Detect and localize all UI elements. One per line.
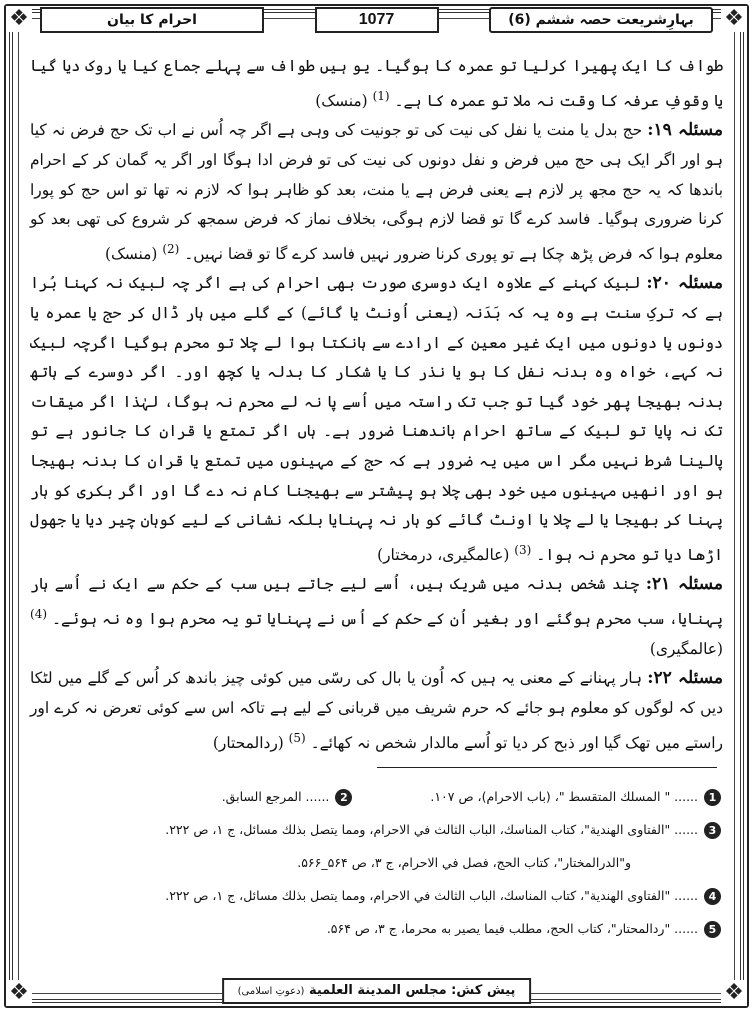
footnote-ref: (4) bbox=[30, 607, 48, 622]
footnote-ref: (3) bbox=[514, 542, 532, 557]
credit-prefix: پیش کش: bbox=[451, 983, 516, 998]
footnote-line-5 bbox=[32, 912, 721, 945]
paragraph-text: لبیک کہنے کے علاوہ ایک دوسری صورت بھی احرام کی ہے اگر چہ لبیک نہ کہنا بُرا ہے کہ ترکِ سنت ہے وہ یہ کہ بَدَنہ (یعنی اُونٹ یا گائے) کے گلے میں ہار ڈال کر حج یا عمرہ یا دونوں یا دونوں میں ایک غیر معین کے ارادے سے ہانکتا ہوا لے چلا تو محرم ہوگیا اگرچہ لبیک نہ کہے، خواہ وہ بدنہ نفل کا ہو یا نذر کا یا شکار کا بدلہ یا کچھ اور۔ اگر دوسرے کے ہاتھ بدنہ بھیجا پھر خود گیا تو جب تک راستہ میں اُسے پا نہ لے محرم نہ ہوگا، لہٰذا اگر میقات تک نہ پایا تو لبیک کے ساتھ احرام باندھنا ضرور ہے۔ ہاں اگر تمتع یا قران کا جانور ہے تو پالینا شرط نہیں مگر اس میں یہ ضرور ہے کہ حج کے مہینوں میں تمتع یا قران کا بدنہ بھیجا ہو اور انھیں مہینوں میں خود بھی چلا ہو پیشتر سے بھیجنا کام نہ دے گا اور اگر بکری کو ہار پہنا کر بھیجا یا لے چلا یا اونٹ گائے کو ہار نہ پہنایا بلکہ نشانی کے لیے کوہان چیر دیا یا جھول اڑھا دیا تو محرم نہ ہوا۔ bbox=[30, 274, 723, 564]
source-citation: (منسک) bbox=[315, 91, 368, 110]
source-citation: (ردالمحتار) bbox=[212, 733, 284, 752]
masala-label: مسئلہ ۱۹: bbox=[647, 120, 723, 141]
footnote-line-1 bbox=[32, 780, 721, 813]
paragraph-text: چند شخص بدنہ میں شریک ہیں، اُسے لیے جاتے ہیں سب کے حکم سے ایک نے اُسے ہار پہنایا، سب محرم ہوگئے اور بغیر اُن کے حکم کے اُس نے پہنایا تو یہ محرم ہوا وہ نہ ہوئے۔ bbox=[30, 575, 723, 629]
footnote-text: ...... "الفتاوی الهندیة"، كتاب المناسك، الباب الثالث في الاحرام، ومما یتصل بذلك مسائل، ج ۱، ص ۲۲۲. bbox=[165, 822, 699, 837]
footnote-number: 5 bbox=[704, 921, 721, 938]
footnote-ref: (1) bbox=[372, 88, 390, 103]
paragraph-text: حج بدل یا منت یا نفل کی نیت کی تو جونیت کی وہی ہے اگر چہ اُس نے اب تک حج فرض نہ کیا ہو اور اگر ایک ہی حج میں فرض و نفل دونوں کی نیت کی تو فرض ادا ہوگا اور اگر یہ گمان کر کے احرام باندھا کہ یہ حج مجھ پر لازم ہے یعنی فرض ہے یا منت، بعد کو ظاہر ہوا کہ لازم نہ تھا تو اس حج کو پورا کرنا ضروری ہوگیا۔ فاسد کرے گا تو قضا لازم ہوگی، بخلاف نماز کہ فرض سمجھ کر شروع کی تھی بعد کو معلوم ہوا کہ فرض پڑھ چکا ہے تو پوری کرنا ضرور نہیں فاسد کرے گا تو قضا نہیں۔ bbox=[30, 121, 723, 263]
footnotes bbox=[32, 780, 721, 945]
corner-ornament-icon: ❖ bbox=[6, 980, 32, 1006]
footnote-line-3-cont bbox=[32, 846, 721, 879]
footnote-number: 3 bbox=[704, 822, 721, 839]
footnote-divider bbox=[377, 767, 717, 768]
footnote-text: ...... المرجع السابق. bbox=[221, 789, 330, 804]
corner-ornament-icon: ❖ bbox=[721, 980, 747, 1006]
publisher-credit bbox=[222, 978, 532, 1004]
footnote-ref: (5) bbox=[288, 730, 306, 745]
source-citation: (منسک) bbox=[105, 244, 158, 263]
footnote-line-3 bbox=[32, 813, 721, 846]
footnote-text: ...... "الفتاوی الهندیة"، كتاب المناسك، الباب الثالث في الاحرام، ومما یتصل بذلك مسائل، ج ۱، ص ۲۲۲. bbox=[165, 888, 699, 903]
corner-ornament-icon: ❖ bbox=[6, 6, 32, 32]
footnote-text: ...... "ردالمحتار"، كتاب الحج، مطلب فیما یصیر به محرما، ج ۳، ص ۵۶۴. bbox=[326, 921, 699, 936]
masala-label: مسئلہ ۲۰: bbox=[646, 273, 723, 294]
footnote-number: 2 bbox=[335, 789, 352, 806]
credit-org: مجلس المدینة العلمیة bbox=[308, 983, 447, 998]
page-number: 1077 bbox=[315, 7, 439, 33]
source-citation: (عالمگیری، درمختار) bbox=[377, 545, 510, 564]
footnote-number: 4 bbox=[704, 888, 721, 905]
chapter-title: احرام کا بیان bbox=[40, 7, 264, 33]
masala-label: مسئلہ ۲۲: bbox=[647, 668, 723, 689]
paragraph-masala-21 bbox=[30, 570, 723, 664]
paragraph-masala-19 bbox=[30, 116, 723, 269]
page-header bbox=[40, 6, 713, 34]
paragraph-text: ہار پہنانے کے معنی یہ ہیں کہ اُون یا بال کی رسّی میں کوئی چیز باندھ کر اُس کے گلے میں لٹکا دیں کہ لوگوں کو معلوم ہو جائے کہ حرم شریف میں قربانی کے لیے ہے تاکہ اس سے کوئی تعرض نہ کرے اور راستے میں تھک گیا اور ذبح کر دیا تو اُسے مالدار شخص نہ کھائے۔ bbox=[30, 669, 723, 752]
paragraph-masala-22 bbox=[30, 664, 723, 758]
paragraph-0 bbox=[30, 52, 723, 116]
footnote-number: 1 bbox=[704, 789, 721, 806]
footnote-ref: (2) bbox=[162, 241, 180, 256]
source-citation: (عالمگیری) bbox=[649, 639, 723, 658]
corner-ornament-icon: ❖ bbox=[721, 6, 747, 32]
book-title: بہارِشریعت حصہ ششم (6) bbox=[489, 7, 713, 33]
footnote-text: و"الدرالمختار"، كتاب الحج، فصل في الاحرام، ج ۳، ص ۵۶۴_۵۶۶. bbox=[297, 855, 631, 870]
paragraph-masala-20 bbox=[30, 269, 723, 570]
footnote-text: ...... " المسلك المتقسط "، (باب الاحرام)، ص ۱۰۷. bbox=[430, 789, 699, 804]
body-text bbox=[30, 52, 723, 758]
masala-label: مسئلہ ۲۱: bbox=[645, 574, 723, 595]
footnote-line-4 bbox=[32, 879, 721, 912]
credit-sub: (دعوتِ اسلامی) bbox=[237, 986, 305, 997]
paragraph-text: طواف کا ایک پھیرا کرلیا تو عمرہ کا ہوگیا۔ یو ہیں طواف سے پہلے جماع کیا یا روک دیا گیا یا وقوفِ عرفہ کا وقت نہ ملا تو عمرہ کا ہے۔ bbox=[30, 57, 723, 110]
